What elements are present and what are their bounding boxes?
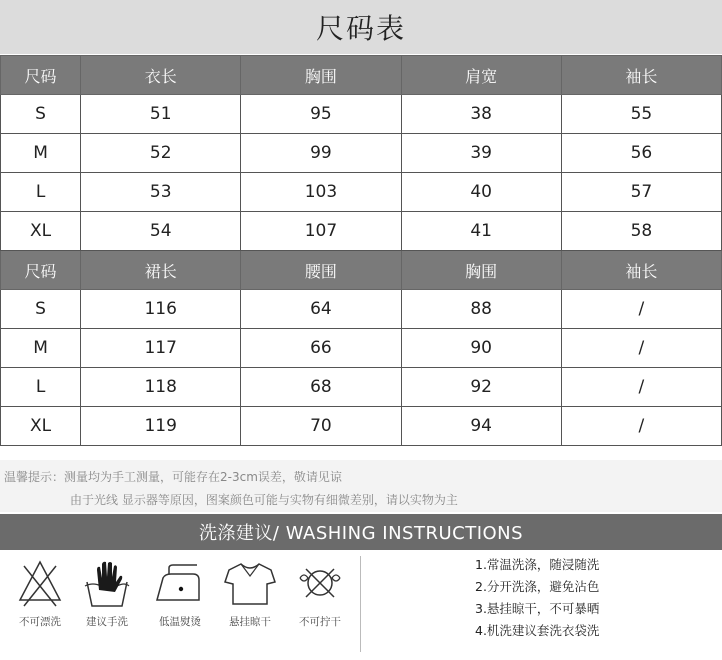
table-cell: 107: [241, 212, 401, 251]
table-row: [1, 368, 722, 407]
table-cell: 103: [241, 173, 401, 212]
table-cell: /: [561, 290, 721, 329]
washing-area: [0, 550, 722, 660]
low-temp-iron-icon: [151, 556, 209, 610]
wash-icon-label: 不可漂洗: [19, 616, 61, 628]
header-cell: 袖长: [561, 56, 721, 95]
header-cell: 袖长: [561, 251, 721, 290]
size-table: [0, 55, 722, 446]
table-cell: 64: [241, 290, 401, 329]
header-cell: 胸围: [241, 56, 401, 95]
no-bleach-icon: [16, 556, 64, 610]
table-cell: 70: [241, 407, 401, 446]
table-cell: L: [1, 368, 81, 407]
table-cell: 95: [241, 95, 401, 134]
table-row: [1, 95, 722, 134]
table-cell: 94: [401, 407, 561, 446]
table-cell: 53: [81, 173, 241, 212]
table-cell: XL: [1, 407, 81, 446]
hand-wash-icon: [81, 556, 133, 610]
washing-title: 洗涤建议/ WASHING INSTRUCTIONS: [0, 514, 722, 550]
table-row: [1, 134, 722, 173]
hang-dry-icon: [221, 556, 279, 610]
wash-icon-label: 不可拧干: [299, 616, 341, 628]
wash-icon-label: 悬挂晾干: [229, 616, 271, 628]
wash-icon-item: [215, 556, 285, 629]
table-cell: 119: [81, 407, 241, 446]
table-cell: M: [1, 134, 81, 173]
table-cell: 66: [241, 329, 401, 368]
page-title: 尺码表: [0, 0, 722, 54]
wash-icon-item: [145, 556, 215, 629]
header-cell: 腰围: [241, 251, 401, 290]
note-line: 4.机洗建议套洗衣袋洗: [475, 623, 600, 638]
table-cell: 56: [561, 134, 721, 173]
wash-icon-item: [5, 556, 75, 629]
tips-panel: [0, 460, 722, 512]
table-cell: 116: [81, 290, 241, 329]
table-cell: 117: [81, 329, 241, 368]
table-cell: M: [1, 329, 81, 368]
table-cell: 41: [401, 212, 561, 251]
table-cell: 92: [401, 368, 561, 407]
tip-line: 温馨提示：测量均为手工测量，可能存在2-3cm误差，敬请见谅: [4, 470, 342, 484]
table-row: [1, 290, 722, 329]
header-cell: 肩宽: [401, 56, 561, 95]
table-cell: 52: [81, 134, 241, 173]
table-cell: 55: [561, 95, 721, 134]
note-line: 1.常温洗涤，随浸随洗: [475, 557, 600, 572]
table-cell: 38: [401, 95, 561, 134]
note-line: 3.悬挂晾干，不可暴晒: [475, 601, 600, 616]
header-cell: 裙长: [81, 251, 241, 290]
wash-icon-label: 建议手洗: [86, 616, 128, 628]
table-cell: /: [561, 407, 721, 446]
table-row: [1, 173, 722, 212]
table-cell: 90: [401, 329, 561, 368]
table-cell: S: [1, 290, 81, 329]
wash-icon-item: [285, 556, 355, 629]
note-line: 2.分开洗涤，避免沾色: [475, 579, 600, 594]
table-cell: 68: [241, 368, 401, 407]
table-cell: 88: [401, 290, 561, 329]
table-cell: L: [1, 173, 81, 212]
bottom-table-header: [1, 251, 722, 290]
table-cell: S: [1, 95, 81, 134]
table-cell: 99: [241, 134, 401, 173]
table-cell: 51: [81, 95, 241, 134]
table-row: [1, 212, 722, 251]
table-cell: 54: [81, 212, 241, 251]
table-cell: XL: [1, 212, 81, 251]
header-cell: 衣长: [81, 56, 241, 95]
table-row: [1, 407, 722, 446]
header-cell: 尺码: [1, 251, 81, 290]
header-cell: 尺码: [1, 56, 81, 95]
washing-notes: [475, 554, 599, 642]
wash-icon-label: 低温熨烫: [159, 616, 201, 628]
table-cell: /: [561, 329, 721, 368]
table-cell: 40: [401, 173, 561, 212]
wash-icon-item: [72, 556, 142, 629]
table-row: [1, 329, 722, 368]
table-cell: /: [561, 368, 721, 407]
tip-line: 由于光线 显示器等原因，图案颜色可能与实物有细微差别，请以实物为主: [70, 493, 458, 507]
table-cell: 39: [401, 134, 561, 173]
divider: [360, 556, 361, 652]
table-cell: 118: [81, 368, 241, 407]
table-cell: 58: [561, 212, 721, 251]
header-cell: 胸围: [401, 251, 561, 290]
no-wring-icon: [294, 556, 346, 610]
top-table-header: [1, 56, 722, 95]
table-cell: 57: [561, 173, 721, 212]
